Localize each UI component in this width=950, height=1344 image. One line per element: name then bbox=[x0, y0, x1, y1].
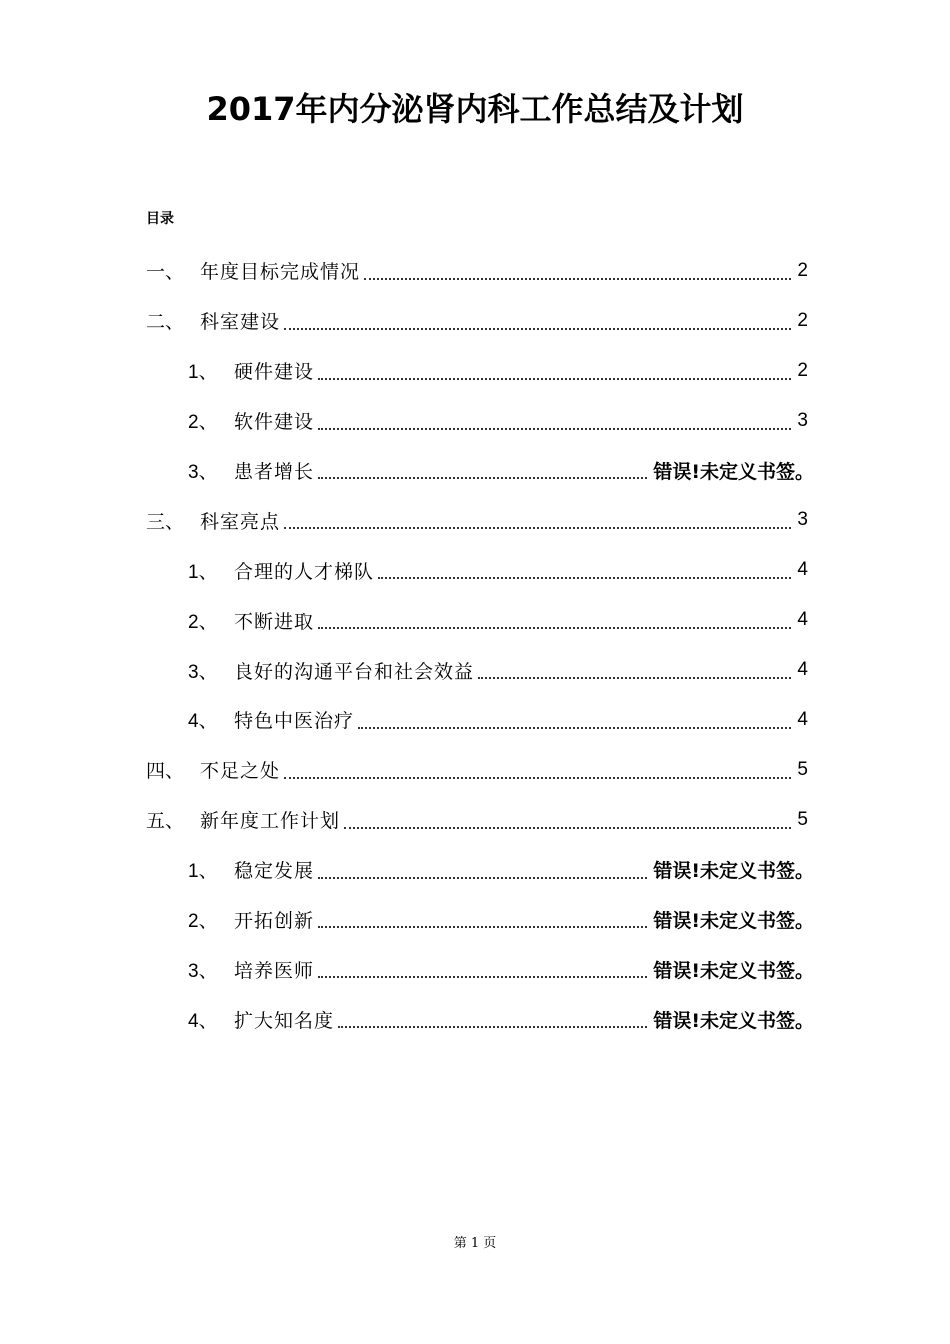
toc-dot-leader bbox=[318, 976, 647, 978]
toc-entry[interactable] bbox=[146, 595, 808, 645]
toc-entry[interactable] bbox=[146, 246, 808, 296]
toc-entry[interactable] bbox=[146, 695, 808, 745]
toc-dot-leader bbox=[284, 328, 791, 330]
toc-entry-number: 1、 bbox=[188, 861, 218, 883]
toc-entry-label: 特色中医治疗 bbox=[234, 710, 355, 733]
toc-dot-leader bbox=[364, 278, 791, 280]
page-footer: 第 1 页 bbox=[453, 1236, 497, 1251]
toc-entry-label: 新年度工作计划 bbox=[200, 810, 341, 833]
toc-entry-page-number: 5 bbox=[797, 758, 808, 780]
toc-entry-page-number: 4 bbox=[797, 659, 808, 681]
toc-entry[interactable] bbox=[146, 745, 808, 795]
toc-entry[interactable] bbox=[146, 895, 814, 945]
toc-heading: 目录 bbox=[146, 211, 174, 227]
toc-dot-leader bbox=[344, 827, 791, 829]
toc-entry-number: 2、 bbox=[188, 911, 218, 933]
toc-dot-leader bbox=[358, 727, 791, 729]
toc-entry[interactable] bbox=[146, 845, 814, 895]
toc-entry-number: 三、 bbox=[146, 511, 185, 533]
toc-entry-page-number: 2 bbox=[797, 359, 808, 381]
toc-entry-label: 良好的沟通平台和社会效益 bbox=[234, 660, 475, 683]
toc-entry[interactable] bbox=[146, 994, 814, 1044]
toc-entry-number: 2、 bbox=[188, 412, 218, 434]
toc-entry-label: 软件建设 bbox=[234, 411, 315, 434]
toc-entry-page-number: 3 bbox=[797, 509, 808, 531]
toc-dot-leader bbox=[318, 926, 647, 928]
toc-entry-bookmark-error: 错误!未定义书签。 bbox=[653, 910, 814, 933]
toc-entry[interactable] bbox=[146, 795, 808, 845]
toc-entry-number: 2、 bbox=[188, 611, 218, 633]
toc-entry[interactable] bbox=[146, 944, 814, 994]
toc-entry-label: 硬件建设 bbox=[234, 361, 315, 384]
toc-entry-number: 四、 bbox=[146, 761, 185, 783]
toc-entry-number: 五、 bbox=[146, 811, 185, 833]
toc-entry-bookmark-error: 错误!未定义书签。 bbox=[653, 860, 814, 883]
toc-entry-page-number: 2 bbox=[797, 259, 808, 281]
toc-dot-leader bbox=[318, 428, 791, 430]
page-title: 2017年内分泌肾内科工作总结及计划 bbox=[206, 90, 744, 128]
toc-entry-label: 不足之处 bbox=[200, 760, 281, 783]
toc-entry-label: 合理的人才梯队 bbox=[234, 560, 375, 583]
toc-dot-leader bbox=[338, 1026, 647, 1028]
toc-entry-label: 稳定发展 bbox=[234, 860, 315, 883]
toc-dot-leader bbox=[478, 677, 791, 679]
toc-entry-page-number: 3 bbox=[797, 409, 808, 431]
toc-entry-label: 不断进取 bbox=[234, 610, 315, 633]
toc-entry-label: 开拓创新 bbox=[234, 910, 315, 933]
toc-entry[interactable] bbox=[146, 346, 808, 396]
toc-entry-label: 科室亮点 bbox=[200, 510, 281, 533]
toc-dot-leader bbox=[318, 877, 647, 879]
toc-entry-number: 二、 bbox=[146, 312, 185, 334]
toc-entry-page-number: 4 bbox=[797, 559, 808, 581]
toc-entry-bookmark-error: 错误!未定义书签。 bbox=[653, 461, 814, 483]
toc-entry[interactable] bbox=[146, 296, 808, 346]
toc-entry-page-number: 4 bbox=[797, 609, 808, 631]
toc-entry-number: 3、 bbox=[188, 960, 218, 982]
toc-entry-number: 3、 bbox=[188, 661, 218, 683]
toc-entry[interactable] bbox=[146, 495, 808, 545]
toc-dot-leader bbox=[318, 627, 791, 629]
toc-dot-leader bbox=[318, 477, 647, 479]
toc-entry-page-number: 2 bbox=[797, 309, 808, 331]
toc-entry-number: 4、 bbox=[188, 711, 218, 733]
toc-entry-bookmark-error: 错误!未定义书签。 bbox=[653, 1009, 814, 1032]
toc-entry-number: 3、 bbox=[188, 462, 218, 483]
toc-dot-leader bbox=[378, 577, 791, 579]
toc-dot-leader bbox=[318, 378, 791, 380]
toc-entry-number: 一、 bbox=[146, 262, 185, 284]
toc-entry-label: 年度目标完成情况 bbox=[200, 261, 361, 284]
toc-entry[interactable] bbox=[146, 446, 814, 496]
table-of-contents bbox=[146, 246, 814, 1044]
toc-entry-page-number: 4 bbox=[797, 708, 808, 730]
toc-entry-label: 科室建设 bbox=[200, 311, 281, 334]
toc-entry-label: 患者增长 bbox=[234, 461, 315, 483]
toc-entry-bookmark-error: 错误!未定义书签。 bbox=[653, 959, 814, 982]
toc-entry[interactable] bbox=[146, 645, 808, 695]
toc-entry[interactable] bbox=[146, 545, 808, 595]
toc-entry-number: 1、 bbox=[188, 362, 218, 384]
toc-entry-page-number: 5 bbox=[797, 808, 808, 830]
toc-entry-label: 培养医师 bbox=[234, 959, 315, 982]
toc-dot-leader bbox=[284, 527, 791, 529]
toc-dot-leader bbox=[284, 777, 791, 779]
toc-entry-number: 1、 bbox=[188, 561, 218, 583]
toc-entry[interactable] bbox=[146, 396, 808, 446]
toc-entry-number: 4、 bbox=[188, 1010, 218, 1032]
toc-entry-label: 扩大知名度 bbox=[234, 1009, 335, 1032]
